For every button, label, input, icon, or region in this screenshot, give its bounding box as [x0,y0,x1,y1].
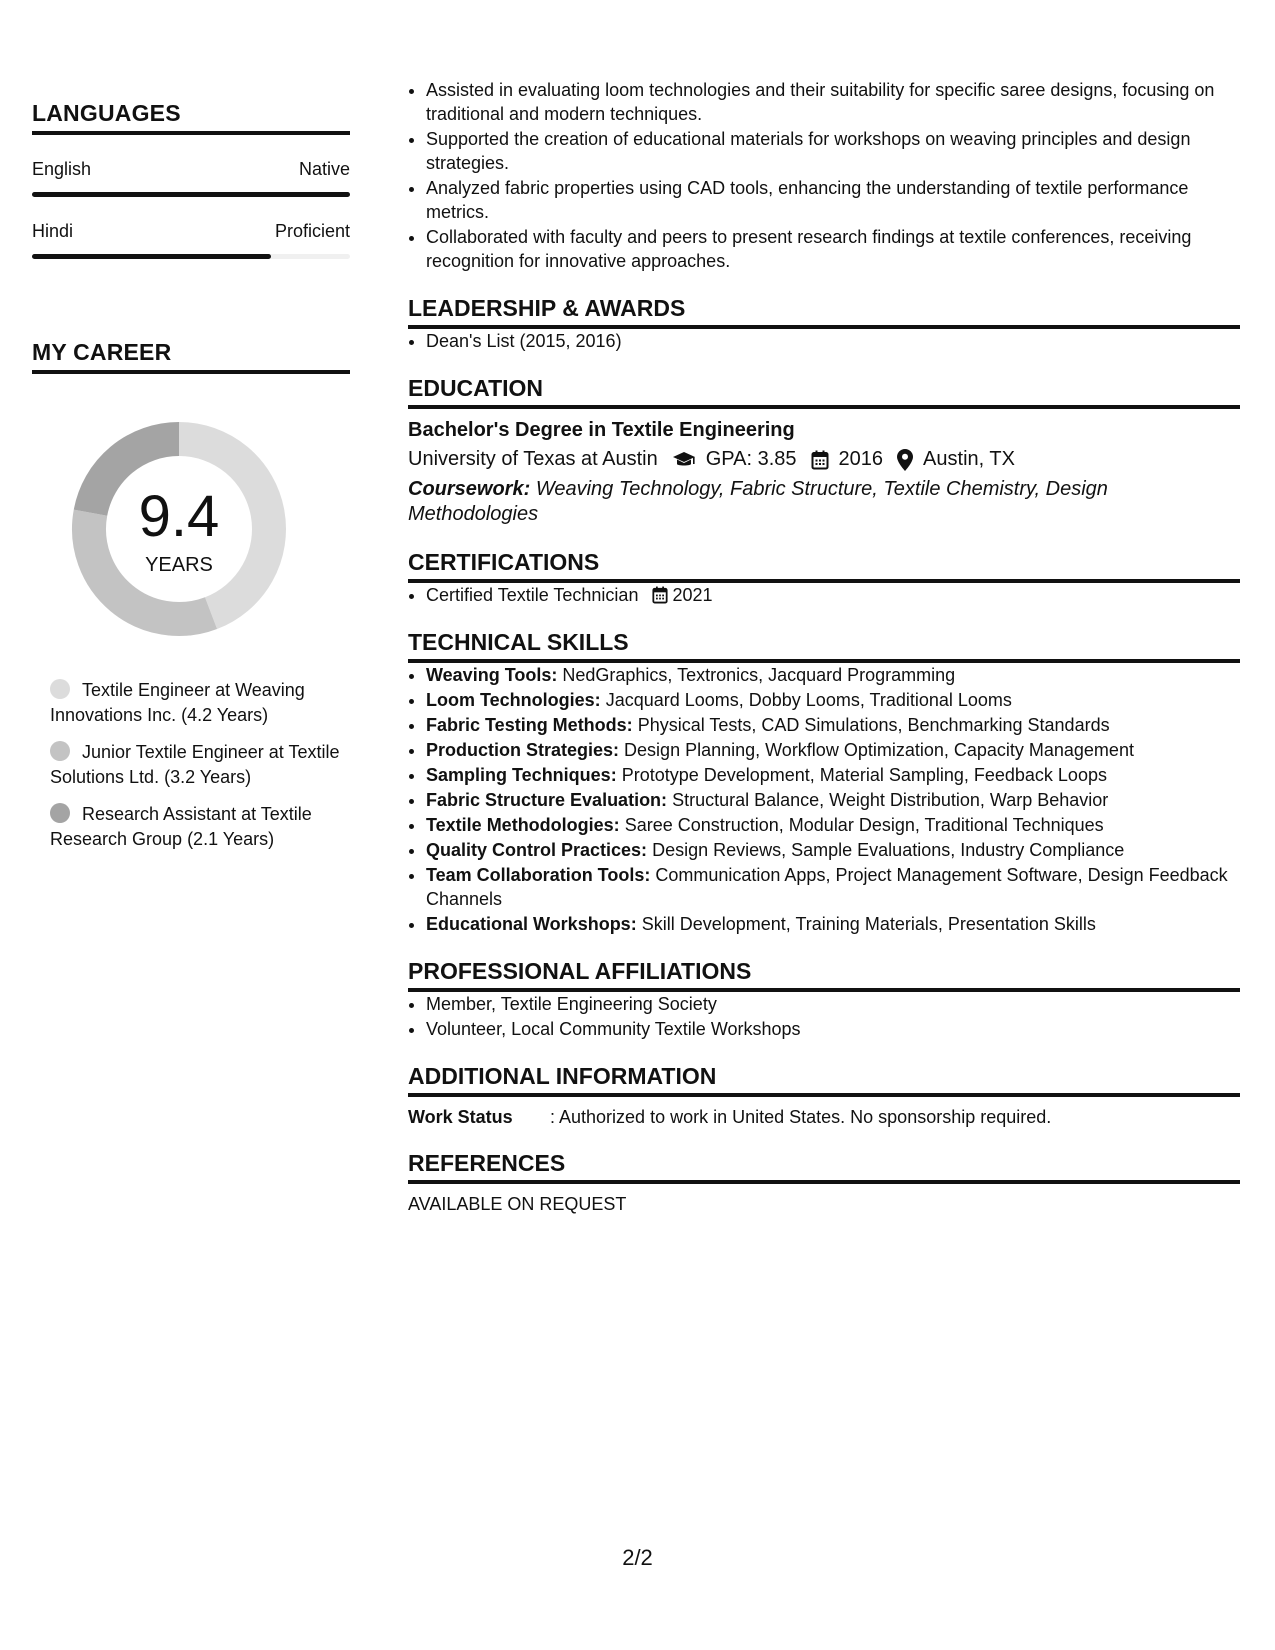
career-legend-item: Textile Engineer at Weaving Innovations Inc. (4.2 Years) [50,680,305,725]
skill-item: • Production Strategies: Design Planning, Workflow Optimization, Capacity Management [426,738,1240,762]
coursework-label: Coursework: [408,478,531,500]
education-coursework [408,477,1240,527]
education-year: 2016 [838,448,884,470]
sidebar [32,100,350,864]
affiliation-item: • Volunteer, Local Community Textile Workshops [426,1017,1240,1041]
education-details [408,448,1240,471]
certification-item [426,583,1240,607]
education-gpa: GPA: 3.85 [705,448,797,470]
career-legend-item: Research Assistant at Textile Research Group (2.1 Years) [50,804,312,849]
career-donut-chart [66,416,292,642]
language-proficiency-bar [32,254,350,259]
leadership-list [408,329,1240,353]
languages-heading: LANGUAGES [32,100,350,135]
legend-dot-icon [50,803,70,823]
language-proficiency-bar [32,192,350,197]
experience-bullet: • Assisted in evaluating loom technologies and their suitability for specific saree designs, focusing on traditional and modern techniques. [426,78,1240,126]
work-status-value: : Authorized to work in United States. No sponsorship required. [550,1107,1052,1127]
education-heading: EDUCATION [408,375,1240,409]
skill-item: • Quality Control Practices: Design Reviews, Sample Evaluations, Industry Compliance [426,838,1240,862]
language-item [32,221,350,259]
affiliations-heading: PROFESSIONAL AFFILIATIONS [408,958,1240,992]
legend-dot-icon [50,741,70,761]
calendar-icon [811,450,829,470]
experience-bullet: • Analyzed fabric properties using CAD tools, enhancing the understanding of textile performance metrics. [426,176,1240,224]
language-name: English [32,159,92,179]
certification-name: • Certified Textile Technician [426,585,639,605]
certifications-list [408,583,1240,607]
career-legend [50,678,350,852]
skill-item: • Fabric Structure Evaluation: Structural Balance, Weight Distribution, Warp Behavior [426,788,1240,812]
affiliation-item: • Member, Textile Engineering Society [426,992,1240,1016]
language-name: Hindi [32,221,74,241]
work-status-label: Work Status [408,1107,513,1127]
skill-item: • Textile Methodologies: Saree Construction, Modular Design, Traditional Techniques [426,813,1240,837]
experience-bullet: • Collaborated with faculty and peers to present research findings at textile conferences, receiving recognition for innovative approaches. [426,225,1240,273]
certification-year: 2021 [672,585,713,605]
leadership-item: • Dean's List (2015, 2016) [426,329,1240,353]
skill-item: • Loom Technologies: Jacquard Looms, Dobby Looms, Traditional Looms [426,688,1240,712]
education-location: Austin, TX [923,448,1015,470]
education-school: University of Texas at Austin [408,448,658,470]
leadership-heading: LEADERSHIP & AWARDS [408,295,1240,329]
certifications-heading: CERTIFICATIONS [408,549,1240,583]
additional-info-heading: ADDITIONAL INFORMATION [408,1063,1240,1097]
work-status-row [408,1107,1240,1128]
coursework-text: Weaving Technology, Fabric Structure, Textile Chemistry, Design Methodologies [408,478,1108,525]
skills-heading: TECHNICAL SKILLS [408,629,1240,663]
affiliations-list [408,992,1240,1041]
main-content [408,78,1240,1215]
references-text: AVAILABLE ON REQUEST [408,1194,627,1214]
language-item [32,159,350,197]
graduation-cap-icon [672,451,696,469]
language-level: Native [298,159,350,179]
skill-item: • Team Collaboration Tools: Communication Apps, Project Management Software, Design Feedback Channels [426,863,1240,911]
career-legend-item: Junior Textile Engineer at Textile Solutions Ltd. (3.2 Years) [50,742,340,787]
experience-bullet: • Supported the creation of educational materials for workshops on weaving principles and design strategies. [426,127,1240,175]
skill-item: • Educational Workshops: Skill Development, Training Materials, Presentation Skills [426,912,1240,936]
map-pin-icon [897,449,913,471]
education-degree: Bachelor's Degree in Textile Engineering [408,419,795,441]
career-years-label: YEARS [145,554,213,576]
skill-item: • Sampling Techniques: Prototype Development, Material Sampling, Feedback Loops [426,763,1240,787]
page-number: 2/2 [622,1545,653,1570]
references-heading: REFERENCES [408,1150,1240,1184]
skill-item: • Weaving Tools: NedGraphics, Textronics, Jacquard Programming [426,663,1240,687]
skills-list [408,663,1240,936]
legend-dot-icon [50,679,70,699]
skill-item: • Fabric Testing Methods: Physical Tests, CAD Simulations, Benchmarking Standards [426,713,1240,737]
career-total-years: 9.4 [138,484,220,549]
career-heading: MY CAREER [32,339,350,374]
calendar-icon [652,586,668,604]
experience-bullets [408,78,1240,273]
language-level: Proficient [274,221,350,241]
